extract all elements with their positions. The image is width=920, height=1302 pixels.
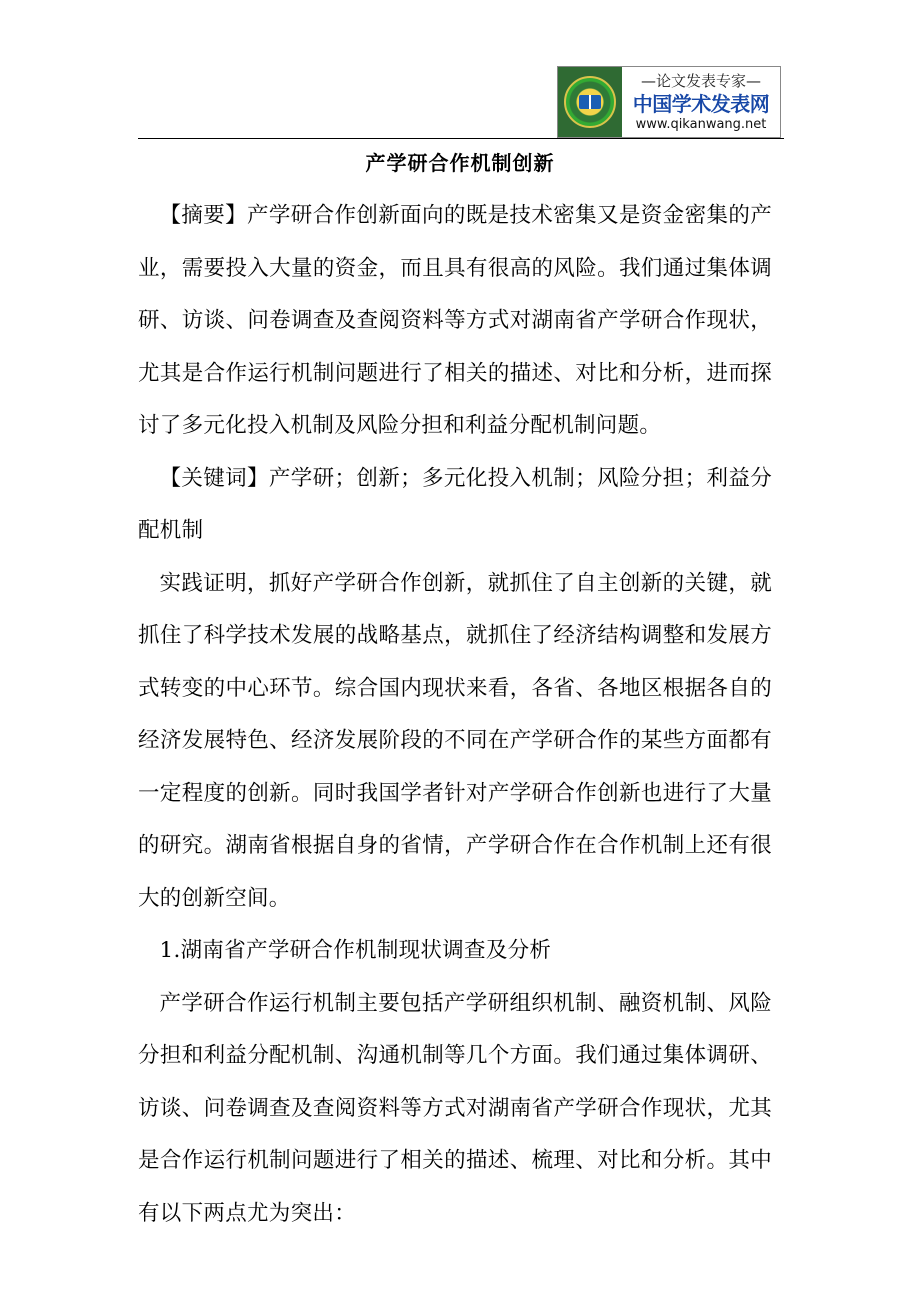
logo-tagline: —论文发表专家— xyxy=(640,71,761,90)
body-paragraph-1: 实践证明，抓好产学研合作创新，就抓住了自主创新的关键，就抓住了科学技术发展的战略基点，就抓住了经济结构调整和发展方式转变的中心环节。综合国内现状来看，各省、各地区根据各自的经济发展特色、经济发展阶段的不同在产学研合作的某些方面都有一定程度的创新。同时我国学者针对产学研合作创新也进行了大量的研究。湖南省根据自身的省情，产学研合作在合作机制上还有很大的创新空间。 xyxy=(138,570,772,911)
body-paragraph-2: 产学研合作运行机制主要包括产学研组织机制、融资机制、风险分担和利益分配机制、沟通机制等几个方面。我们通过集体调研、访谈、问卷调查及查阅资料等方式对湖南省产学研合作现状，尤其是合作运行机制问题进行了相关的描述、梳理、对比和分析。其中有以下两点尤为突出： xyxy=(138,990,772,1226)
abstract-paragraph: 【摘要】产学研合作创新面向的既是技术密集又是资金密集的产业，需要投入大量的资金，而且具有很高的风险。我们通过集体调研、访谈、问卷调查及查阅资料等方式对湖南省产学研合作现状，尤其是合作运行机制问题进行了相关的描述、对比和分析，进而探讨了多元化投入机制及风险分担和利益分配机制问题。 xyxy=(138,203,772,438)
logo-seal xyxy=(558,67,622,137)
logo-url: www.qikanwang.net xyxy=(635,116,767,132)
document-title: 产学研合作机制创新 xyxy=(365,151,555,175)
logo-name: 中国学术发表网 xyxy=(632,91,770,116)
document-body xyxy=(138,190,772,1240)
book-icon xyxy=(579,95,601,109)
keywords-paragraph: 【关键词】产学研；创新；多元化投入机制；风险分担；利益分配机制 xyxy=(138,465,772,543)
logo-text-block xyxy=(622,67,780,137)
site-logo xyxy=(557,66,781,138)
header-divider xyxy=(138,138,784,139)
book-emblem-icon xyxy=(564,76,616,128)
section-heading-1: 1.湖南省产学研合作机制现状调查及分析 xyxy=(159,938,552,963)
